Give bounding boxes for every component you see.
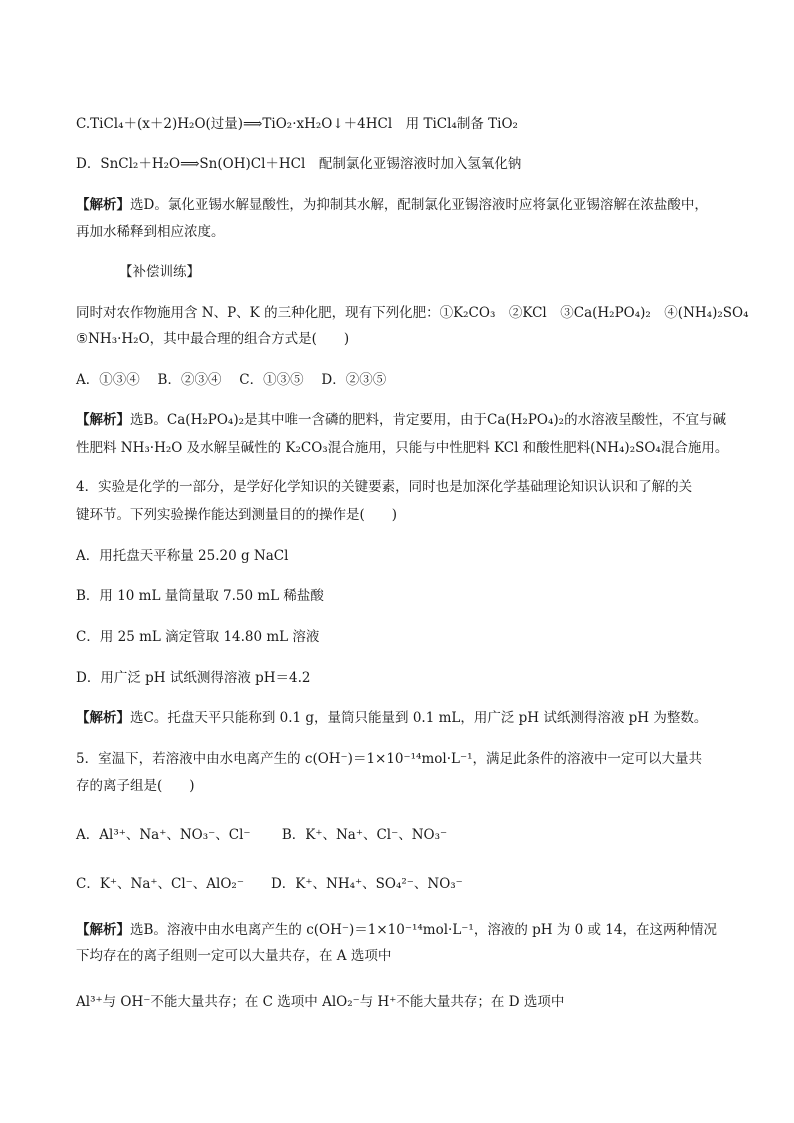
analysis-text: 选D。氯化亚锡水解显酸性，为抑制其水解，配制氯化亚锡溶液时应将氯化亚锡溶解在浓盐酸中， — [130, 197, 708, 213]
question-5-line-2: 存的离子组是( ) — [76, 778, 195, 794]
option-d-line: D．SnCl₂＋H₂O⟹Sn(OH)Cl＋HCl 配制氯化亚锡溶液时加入氢氧化钠 — [76, 156, 522, 172]
question-5-options-ab: A．Al³⁺、Na⁺、NO₃⁻、Cl⁻ B．K⁺、Na⁺、Cl⁻、NO₃⁻ — [76, 827, 448, 843]
option-c-line: C.TiCl₄＋(x＋2)H₂O(过量)⟹TiO₂·xH₂O↓＋4HCl 用 TiCl₄制备 TiO₂ — [76, 116, 518, 132]
analysis-tag: 【解析】 — [76, 710, 130, 726]
question-4-option-c: C．用 25 mL 滴定管取 14.80 mL 溶液 — [76, 629, 320, 645]
question-5-line-1: 5．室温下，若溶液中由水电离产生的 c(OH⁻)＝1×10⁻¹⁴mol·L⁻¹，满足此条件的溶液中一定可以大量共 — [76, 751, 703, 767]
analysis-4-line-1 — [76, 920, 734, 940]
analysis-tag: 【解析】 — [76, 922, 130, 938]
question-4-option-b: B．用 10 mL 量筒量取 7.50 mL 稀盐酸 — [76, 588, 324, 604]
analysis-4-line-3: Al³⁺与 OH⁻不能大量共存；在 C 选项中 AlO₂⁻与 H⁺不能大量共存；在 D 选项中 — [76, 994, 565, 1010]
analysis-text: 选B。溶液中由水电离产生的 c(OH⁻)＝1×10⁻¹⁴mol·L⁻¹，溶液的 pH 为 0 或 14，在这两种情况 — [130, 922, 717, 938]
supplement-heading: 【补偿训练】 — [119, 264, 200, 280]
analysis-tag: 【解析】 — [76, 197, 130, 213]
fertilizer-options: A．①③④ B．②③④ C．①③⑤ D．②③⑤ — [76, 372, 387, 388]
question-4-line-2: 键环节。下列实验操作能达到测量目的的操作是( ) — [76, 507, 398, 523]
analysis-1-line-2: 再加水稀释到相应浓度。 — [76, 224, 225, 240]
analysis-tag: 【解析】 — [76, 412, 130, 428]
analysis-4-line-2: 下均存在的离子组则一定可以大量共存，在 A 选项中 — [76, 948, 392, 964]
question-4-line-1: 4．实验是化学的一部分，是学好化学知识的关键要素，同时也是加深化学基础理论知识认识和了解的关 — [76, 479, 693, 495]
analysis-2-line-2: 性肥料 NH₃·H₂O 及水解呈碱性的 K₂CO₃混合施用，只能与中性肥料 KCl 和酸性肥料(NH₄)₂SO₄混合施用。 — [76, 440, 729, 456]
question-5-options-cd: C．K⁺、Na⁺、Cl⁻、AlO₂⁻ D．K⁺、NH₄⁺、SO₄²⁻、NO₃⁻ — [76, 876, 463, 892]
question-4-option-a: A．用托盘天平称量 25.20 g NaCl — [76, 548, 289, 564]
analysis-1-line-1 — [76, 195, 734, 215]
analysis-2-line-1 — [76, 410, 734, 430]
fertilizer-question-line-2: ⑤NH₃·H₂O，其中最合理的组合方式是( ) — [76, 331, 350, 347]
fertilizer-question-line-1: 同时对农作物施用含 N、P、K 的三种化肥，现有下列化肥：①K₂CO₃ ②KCl ③Ca(H₂PO₄)₂ ④(NH₄)₂SO₄ — [76, 305, 749, 321]
analysis-text: 选B。Ca(H₂PO₄)₂是其中唯一含磷的肥料，肯定要用，由于Ca(H₂PO₄)₂的水溶液呈酸性，不宜与碱 — [130, 412, 727, 428]
question-4-option-d: D．用广泛 pH 试纸测得溶液 pH＝4.2 — [76, 670, 311, 686]
analysis-text: 选C。托盘天平只能称到 0.1 g，量筒只能量到 0.1 mL，用广泛 pH 试纸测得溶液 pH 为整数。 — [130, 710, 708, 726]
analysis-3-line-1 — [76, 708, 734, 728]
